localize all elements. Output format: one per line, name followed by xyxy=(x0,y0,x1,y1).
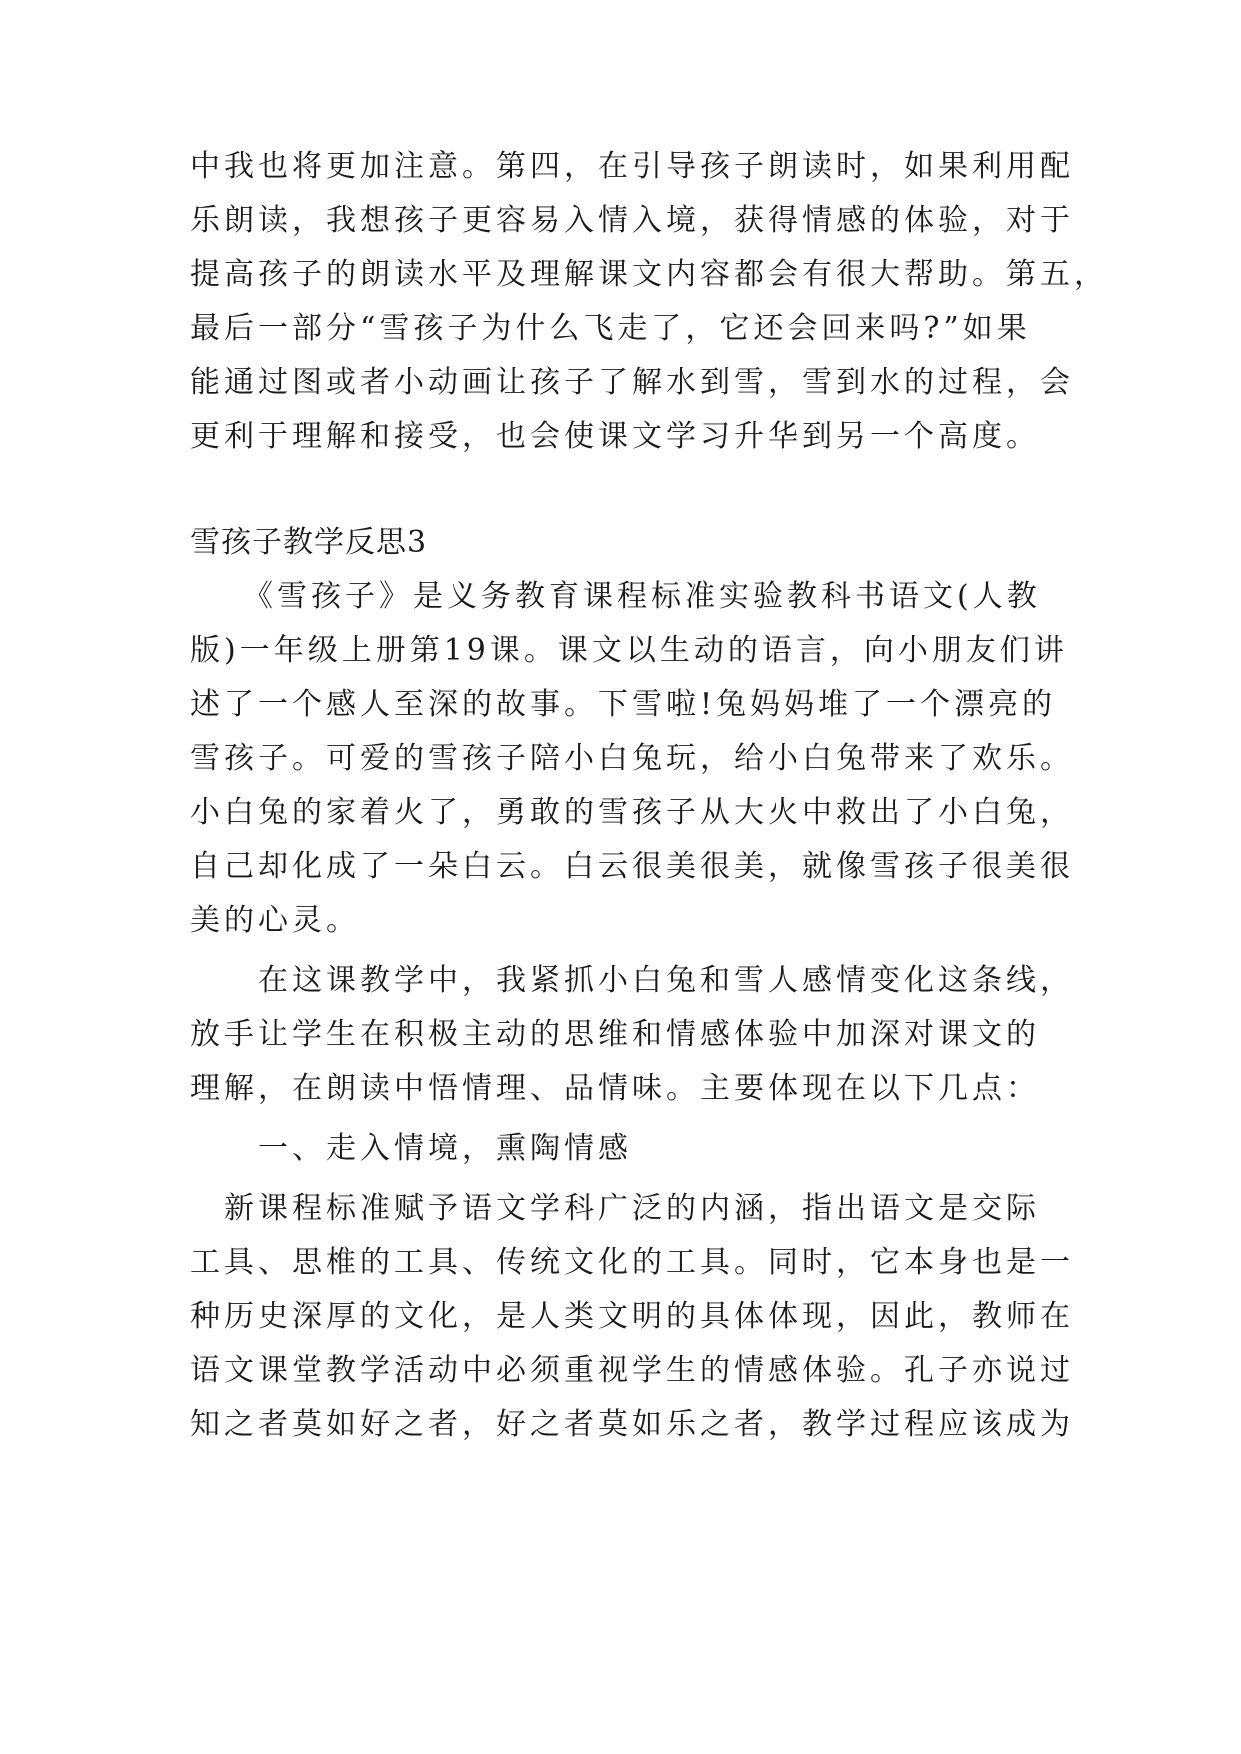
text-line: 一、走入情境，熏陶情感 xyxy=(190,1131,632,1166)
subheading xyxy=(190,1122,1090,1176)
text-line: 版)一年级上册第19课。课文以生动的语言，向小朋友们讲 xyxy=(190,633,1068,668)
text-line: 小白兔的家着火了，勇敢的雪孩子从大火中救出了小白兔， xyxy=(190,795,1074,830)
text-line: 在这课教学中，我紧抓小白兔和雪人感情变化这条线， xyxy=(190,963,1074,998)
text-line: 中我也将更加注意。第四，在引导孩子朗读时，如果利用配 xyxy=(190,149,1074,184)
text-line: 放手让学生在积极主动的思维和情感体验中加深对课文的 xyxy=(190,1017,1040,1052)
text-line: 雪孩子。可爱的雪孩子陪小白兔玩，给小白兔带来了欢乐。 xyxy=(190,741,1074,776)
text-line: 理解，在朗读中悟情理、品情味。主要体现在以下几点： xyxy=(190,1071,1040,1106)
text-line: 工具、思椎的工具、传统文化的工具。同时，它本身也是一 xyxy=(190,1245,1074,1280)
paragraph-teaching xyxy=(190,954,1090,1116)
text-line: 知之者莫如好之者，好之者莫如乐之者，教学过程应该成为 xyxy=(190,1407,1074,1442)
text-line: 能通过图或者小动画让孩子了解水到雪，雪到水的过程，会 xyxy=(190,365,1074,400)
text-line: 更利于理解和接受，也会使课文学习升华到另一个高度。 xyxy=(190,419,1040,454)
text-line: 述了一个感人至深的故事。下雪啦!兔妈妈堆了一个漂亮的 xyxy=(190,687,1057,722)
document-page xyxy=(190,140,1108,1458)
section-heading: 雪孩子教学反思3 xyxy=(190,525,428,560)
text-line: 自己却化成了一朵白云。白云很美很美，就像雪孩子很美很 xyxy=(190,849,1074,884)
paragraph-continued xyxy=(190,140,1108,464)
paragraph-intro xyxy=(190,570,1090,948)
text-line: 乐朗读，我想孩子更容易入情入境，获得情感的体验，对于 xyxy=(190,203,1074,238)
text-line: 种历史深厚的文化，是人类文明的具体体现，因此，教师在 xyxy=(190,1299,1074,1334)
text-line: 《雪孩子》是义务教育课程标准实验教科书语文(人教 xyxy=(190,579,1041,614)
text-line: 美的心灵。 xyxy=(190,903,360,938)
text-line: 语文课堂教学活动中必须重视学生的情感体验。孔子亦说过 xyxy=(190,1353,1074,1388)
section-spacer xyxy=(190,464,1090,516)
text-line: 最后一部分“雪孩子为什么飞走了，它还会回来吗?”如果 xyxy=(190,311,1031,346)
text-line: 新课程标准赋予语文学科广泛的内涵，指出语文是交际 xyxy=(190,1191,1040,1226)
text-line: 提高孩子的朗读水平及理解课文内容都会有很大帮助。第五， xyxy=(190,257,1108,292)
paragraph-curriculum xyxy=(190,1182,1090,1452)
